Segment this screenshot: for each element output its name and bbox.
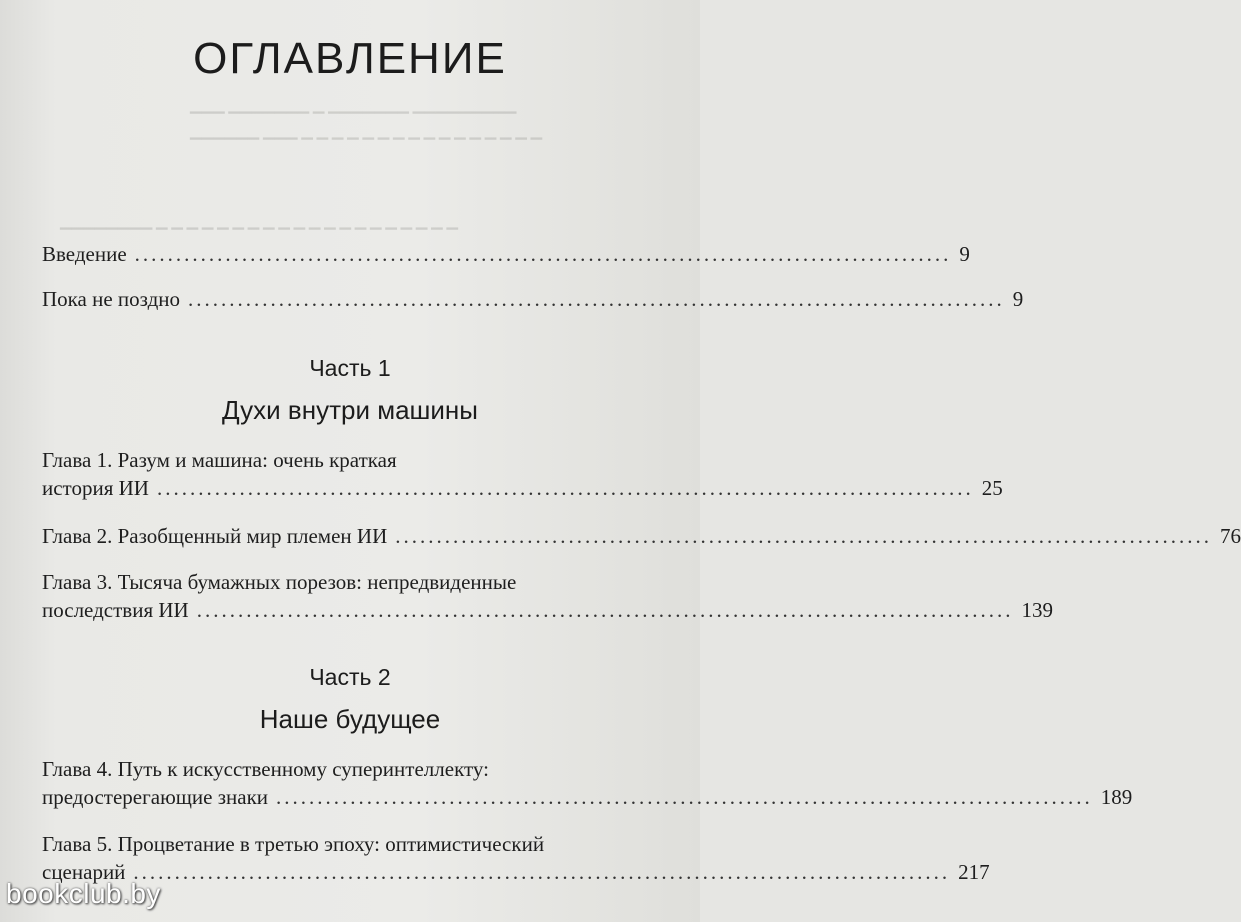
part-title: Наше будущее bbox=[259, 704, 441, 734]
toc-entry-introduction[interactable] bbox=[42, 240, 970, 268]
page-number: 25 bbox=[981, 476, 1003, 500]
entry-label: последствия ИИ bbox=[42, 598, 189, 622]
part-number: Часть 2 bbox=[309, 664, 391, 690]
dot-leader: ................................................................................................... bbox=[188, 287, 1005, 311]
entry-label-line1: Глава 5. Процветание в третью эпоху: оптимистический bbox=[42, 832, 545, 856]
entry-label: сценарий bbox=[42, 860, 126, 884]
part-title: Духи внутри машины bbox=[222, 395, 478, 425]
page-number: 76 bbox=[1220, 524, 1241, 548]
part-number: Часть 1 bbox=[309, 355, 391, 381]
dot-leader: ................................................................................................... bbox=[133, 860, 951, 884]
entry-label-line1: Глава 1. Разум и машина: очень краткая bbox=[42, 448, 397, 472]
site-watermark: bookclub.by bbox=[6, 878, 161, 909]
entry-label: история ИИ bbox=[42, 476, 149, 500]
toc-entry-chapter-1[interactable] bbox=[42, 446, 1003, 502]
entry-label-line1: Глава 3. Тысяча бумажных порезов: непредвиденные bbox=[42, 570, 517, 594]
dot-leader: ................................................................................................... bbox=[196, 598, 1014, 622]
dot-leader: ................................................................................................... bbox=[156, 476, 974, 500]
toc-title: ОГЛАВЛЕНИЕ bbox=[193, 34, 507, 83]
toc-entry-chapter-2[interactable] bbox=[42, 522, 1241, 550]
entry-label: предостерегающие знаки bbox=[42, 785, 269, 809]
page-number: 217 bbox=[958, 860, 990, 884]
entry-label-line1: Глава 4. Путь к искусственному суперинтеллекту: bbox=[42, 757, 489, 781]
entry-label: Введение bbox=[42, 242, 127, 266]
entry-label: Глава 2. Разобщенный мир племен ИИ bbox=[42, 524, 388, 548]
toc-entry-before-too-late[interactable] bbox=[42, 285, 1024, 313]
bleed-through-decoration: ▁▁▁ ▁▁▁▁▁▁▁ ▁ ▁▁▁▁▁▁▁ ▁▁▁▁▁▁▁▁▁ bbox=[190, 98, 517, 114]
toc-entry-chapter-3[interactable] bbox=[42, 568, 1053, 624]
bleed-through-decoration: ▁▁▁▁▁▁▁▁ ▁ ▁ ▁ ▁ ▁ ▁ ▁ ▁ ▁ ▁ ▁ ▁ ▁ ▁ ▁ ▁ ▁ ▁ ▁ ▁ bbox=[60, 214, 458, 230]
page-number: 189 bbox=[1100, 785, 1133, 809]
page-number: 9 bbox=[959, 242, 970, 266]
dot-leader: ................................................................................................... bbox=[276, 785, 1093, 809]
dot-leader: ................................................................................................... bbox=[134, 242, 952, 266]
dot-leader: ................................................................................................... bbox=[395, 524, 1212, 548]
bleed-through-decoration: ▁▁▁▁▁▁ ▁▁▁ ▁ ▁ ▁ ▁ ▁ ▁ ▁ ▁ ▁ ▁ ▁ ▁ ▁ ▁ ▁ ▁ bbox=[190, 124, 543, 140]
page-number: 139 bbox=[1021, 598, 1053, 622]
page-number: 9 bbox=[1012, 287, 1024, 311]
toc-entry-chapter-4[interactable] bbox=[42, 755, 1133, 811]
entry-label: Пока не поздно bbox=[42, 287, 181, 311]
